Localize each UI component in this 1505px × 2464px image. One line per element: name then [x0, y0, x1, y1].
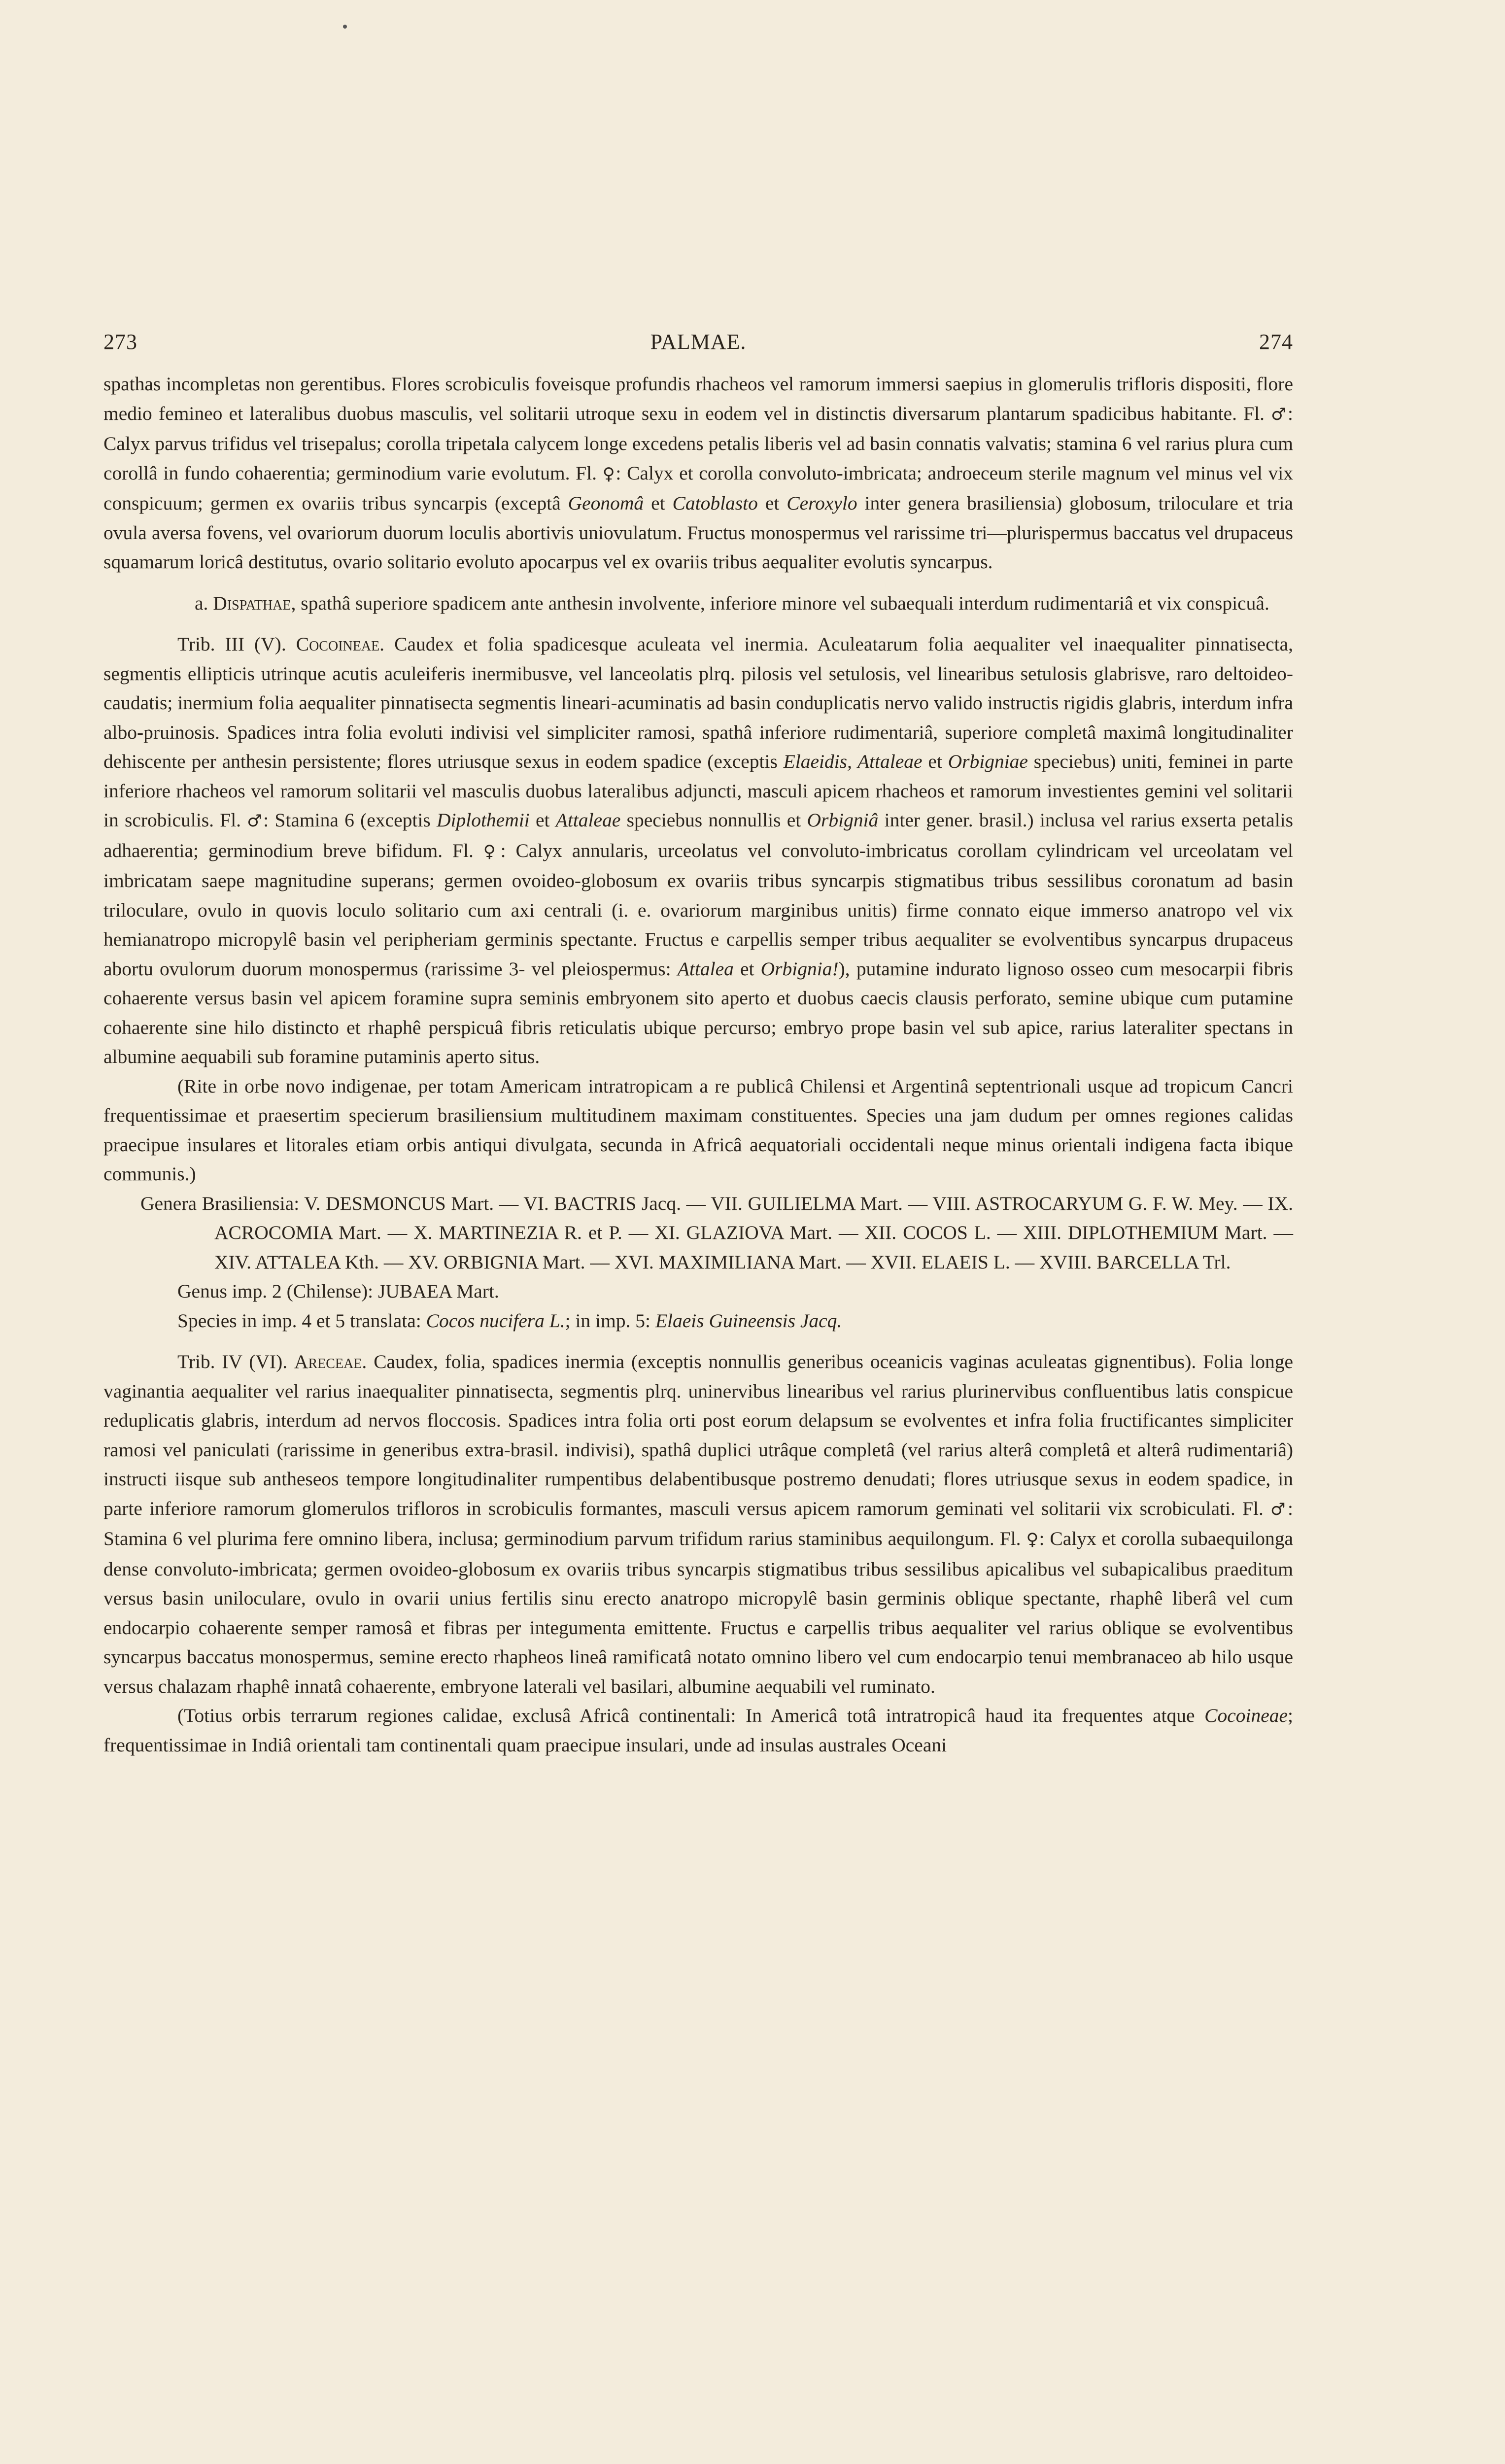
female-symbol: ♀: [1026, 1530, 1039, 1549]
tribe-areceae: Trib. IV (VI). Areceae. Caudex, folia, spadices inermia (exceptis nonnullis generibus oceanicis vaginas aculeatas gignentibus). Folia longe vaginantia aequaliter vel rarius inaequaliter pinnatisecta, segmentis plrq. uninervibus linearibus vel rarius plurinervibus confluentibus latis conspicue reduplicatis glabris, interdum ad nervos floccosis. Spadices intra folia orti post eorum delapsum se evolventes et infra folia fructificantes simpliciter ramosi vel paniculati (rarissime in generibus extra-brasil. indivisi), spathâ duplici utrâque completâ (vel rarius alterâ completâ et alterâ rudimentariâ) instructi iisque sub antheseos tempore longitudinaliter rumpentibus delabentibusque postremo denudati; flores utriusque sexus in eodem spadice, in parte inferiore ramorum glomerulos trifloros in scrobiculis formantes, masculi versus apicem ramorum geminati vel solitarii vix scrobiculati. Fl. ♂: Stamina 6 vel plurima fere omnino libera, inclusa; germinodium parvum trifidum rarius staminibus aequilongum. Fl. ♀: Calyx et corolla subaequilonga dense convoluto-imbricata; germen ovoideo-globosum ex ovariis tribus syncarpis stigmatibus tribus sessilibus apicalibus vel subapicalibus praeditum versus basin uniloculare, ovulo in ovarii unius fertilis sinu erecto anatropo micropylê basin germinis oblique spectante, rhaphê liberâ vel cum endocarpio cohaerente semper ramosâ et fibras per integumenta emittente. Fructus e carpellis tribus aequaliter vel rarius oblique se evolventibus syncarpus baccatus monospermus, semine erecto rhapheos lineâ ramificatâ notato omnino libero vel cum endocarpio tenui membranaceo ab hilo usque versus chalazam rhaphê innatâ cohaerente, embryone laterali vel basilari, albumine aequabili vel ruminato.: [103, 1351, 1294, 1697]
body-text: [103, 370, 1293, 1760]
page-number-right: 274: [1259, 330, 1293, 354]
male-symbol: ♂: [1270, 1499, 1288, 1519]
page-header: [103, 329, 1293, 364]
paragraph-distribution: (Rite in orbe novo indigenae, per totam Americam intratropicam a re publicâ Chilensi et Argentinâ septentrionali usque ad tropicum Cancri frequentissimae et praesertim specierum brasiliensium multitudinem maximam constituentes. Species una jam dudum per omnes regiones calidas praecipue insulares et litorales etiam orbis antiqui divulgata, secunda in Africâ aequatoriali occidentali neque minus orientali indigena facta ibique communis.): [103, 1075, 1293, 1185]
speck: [343, 25, 347, 29]
running-title: PALMAE.: [650, 330, 747, 354]
male-symbol: ♂: [247, 811, 264, 831]
tribe-cocoineae: Trib. III (V). Cocoineae. Caudex et folia spadicesque aculeata vel inermia. Aculeatarum folia aequaliter vel inaequaliter pinnatisecta, segmentis ellipticis utrinque acutis aculeiferis inermibusve, vel lanceolatis plrq. pilosis vel setulosis, vel linearibus setulosis glabrisve, raro deltoideo-caudatis; inermium folia aequaliter pinnatisecta segmentis lineari-acuminatis ad basin conduplicatis nervo valido instructis rigidis glabris, interdum infra albo-pruinosis. Spadices intra folia evoluti indivisi vel simpliciter ramosi, spathâ inferiore rudimentariâ, superiore completâ maximâ longitudinaliter dehiscente per anthesin persistente; flores utriusque sexus in eodem spadice (exceptis Elaeidis, Attaleae et Orbigniae speciebus) uniti, feminei in parte inferiore rhacheos vel ramorum solitarii vel masculis duobus lateralibus adjuncti, masculi apicem rhacheos et ramorum investientes gemini vel solitarii in scrobiculis. Fl. ♂: Stamina 6 (exceptis Diplothemii et Attaleae speciebus nonnullis et Orbigniâ inter gener. brasil.) inclusa vel rarius exserta petalis adhaerentia; germinodium breve bifidum. Fl. ♀: Calyx annularis, urceolatus vel convoluto-imbricatus corollam cylindricam vel urceolatam vel imbricatam saepe magnitudine superans; germen ovoideo-globosum ex ovariis tribus syncarpis stigmatibus tribus sessilibus coronatum ad basin triloculare, ovulo in quovis loculo solitario cum axi centrali (i. e. ovariorum marginibus unitis) firme connato eique immerso anatropo vel vix hemianatropo micropylê basin vel peripheriam germinis spectante. Fructus e carpellis semper tribus aequaliter se evolventibus syncarpus drupaceus abortu ovulorum duorum monospermus (rarissime 3- vel pleiospermus: Attalea et Orbignia!), putamine indurato lignoso osseo cum mesocarpii fibris cohaerente versus basin vel apicem foramine supra seminis embryonem sito aperto et duobus caecis clausis perforato, semine ubique cum putamine cohaerente sine hilo distincto et rhaphê perspicuâ fibris reticulatis ubique percurso; embryo prope basin vel sub apice, rarius lateraliter spectans in albumine aequabili sub foramine putaminis aperto situs.: [103, 633, 1294, 1067]
paragraph-totius: (Totius orbis terrarum regiones calidae, exclusâ Africâ continentali: In Americâ totâ intratropicâ haud ita frequentes atque Cocoineae; frequentissimae in Indiâ orientali tam continentali quam praecipue insulari, unde ad insulas australes Oceani: [103, 1705, 1293, 1756]
female-symbol: ♀: [483, 841, 501, 861]
page-number-left: 273: [103, 330, 137, 354]
genus-imp: Genus imp. 2 (Chilense): JUBAEA Mart.: [177, 1280, 499, 1302]
paragraph-flowers: spathas incompletas non gerentibus. Flores scrobiculis foveisque profundis rhacheos vel ramorum immersi saepius in glomerulis trifloris dispositi, flore medio femineo et lateralibus duobus masculis, vel solitarii utroque sexu in eodem vel in distinctis diversarum plantarum spadicibus habitante. Fl. ♂: Calyx parvus trifidus vel trisepalus; corolla tripetala calycem longe excedens petalis liberis vel ad basin connatis valvatis; stamina 6 vel rarius plura cum corollâ in fundo cohaerentia; germinodium varie evolutum. Fl. ♀: Calyx et corolla convoluto-imbricata; androeceum sterile magnum vel minus vel vix conspicuum; germen ex ovariis tribus syncarpis (exceptâ Geonomâ et Catoblasto et Ceroxylo inter genera brasiliensia) globosum, triloculare et tria ovula aversa fovens, vel ovariorum duorum loculis abortivis uniovulatum. Fructus monospermus vel rarissime tri—plurispermus baccatus vel drupaceus squamarum loricâ destitutus, ovario solitario evoluto apocarpus vel ex ovariis tribus aequaliter evolutis syncarpus.: [103, 373, 1293, 573]
subdivision-dispathae: a. Dispathae, spathâ superiore spadicem ante anthesin involvente, inferiore minore vel subaequali interdum rudimentariâ et vix conspicuâ.: [195, 592, 1269, 614]
species-translata: Species in imp. 4 et 5 translata: Cocos nucifera L.; in imp. 5: Elaeis Guineensis Jacq.: [177, 1309, 842, 1332]
male-symbol: ♂: [1271, 404, 1288, 424]
genera-brasiliensia: Genera Brasiliensia: V. DESMONCUS Mart. — VI. BACTRIS Jacq. — VII. GUILIELMA Mart. — VIII. ASTROCARYUM G. F. W. Mey. — IX. ACROCOMIA Mart. — X. MARTINEZIA R. et P. — XI. GLAZIOVA Mart. — XII. COCOS L. — XIII. DIPLOTHEMIUM Mart. — XIV. ATTALEA Kth. — XV. ORBIGNIA Mart. — XVI. MAXIMILIANA Mart. — XVII. ELAEIS L. — XVIII. BARCELLA Trl.: [140, 1192, 1293, 1273]
female-symbol: ♀: [602, 464, 616, 484]
